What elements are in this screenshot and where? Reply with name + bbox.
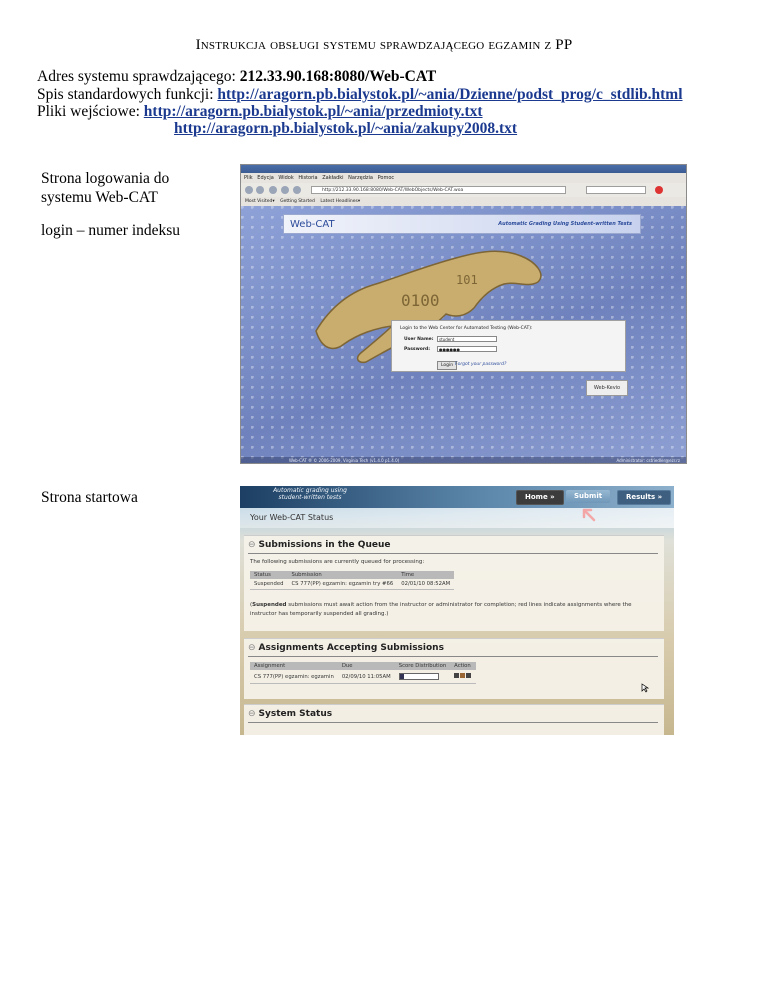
home-icon[interactable] — [293, 186, 301, 194]
footer-admin: Administrator: cstriedler@ezr.rz — [616, 458, 680, 463]
webcat-tagline: Automatic Grading Using Student-written Tests — [498, 221, 632, 227]
table-row — [250, 579, 454, 590]
functions-line — [37, 86, 683, 104]
reload-icon[interactable] — [269, 186, 277, 194]
menu-item[interactable]: Pomoc — [377, 175, 395, 181]
login-screenshot — [240, 164, 687, 464]
menu-item[interactable]: Plik — [244, 175, 253, 181]
column-header: Time — [397, 571, 454, 579]
password-label: Password: — [404, 347, 431, 352]
address-value: 212.33.90.168:8080/Web-CAT — [239, 68, 437, 85]
input-file-link-1[interactable]: http://aragorn.pb.bialystok.pl/~ania/przedmioty.txt — [143, 103, 483, 120]
webkevio-badge: Web-Kevio — [586, 380, 628, 396]
stop-icon[interactable] — [281, 186, 289, 194]
column-header: Status — [250, 571, 287, 579]
url-bar[interactable]: http://212.33.90.168:8080/Web-CAT/WebObjects/Web-CAT.woa — [311, 186, 566, 194]
queue-note-bold: Suspended — [252, 602, 287, 608]
queue-table — [250, 571, 454, 590]
system-status-panel — [244, 704, 664, 735]
browser-toolbar — [241, 183, 686, 198]
queue-submission[interactable]: CS 777(PP) egzamin: egzamin try #66 — [287, 579, 397, 590]
queue-panel — [244, 535, 664, 631]
login-form — [391, 320, 626, 372]
bookmark-item[interactable]: Latest Headlines▾ — [320, 199, 361, 204]
queue-note: (Suspended submissions must await action from the instructor or administrator for completion; red lines indicate assignments where the — [250, 602, 632, 608]
input-file-link-2[interactable]: http://aragorn.pb.bialystok.pl/~ania/zakupy2008.txt — [174, 120, 518, 137]
top-banner — [240, 486, 674, 508]
caption-login-hint: login – numer indeksu — [41, 222, 181, 239]
login-button[interactable]: Login — [437, 361, 457, 370]
queue-time: 02/01/10 08:52AM — [397, 579, 454, 590]
queue-status: Suspended — [250, 579, 287, 590]
address-line — [37, 68, 436, 86]
bookmarks-bar — [241, 197, 686, 206]
bookmark-item[interactable]: Most Visited▾ — [245, 199, 275, 204]
assignments-title[interactable] — [248, 643, 444, 653]
menu-item[interactable]: Narzędzia — [348, 175, 373, 181]
webcat-login-page — [241, 206, 686, 464]
status-heading — [240, 508, 674, 528]
webcat-banner — [283, 214, 641, 234]
assignment-due: 02/09/10 11:05AM — [338, 670, 395, 684]
mouse-cursor-icon — [641, 683, 649, 693]
system-status-title-text: System Status — [258, 709, 333, 719]
collapse-icon[interactable]: ⊖ — [248, 643, 256, 653]
upload-icon[interactable] — [454, 672, 472, 679]
collapse-icon[interactable]: ⊖ — [248, 709, 256, 719]
queue-title-text: Submissions in the Queue — [258, 540, 391, 550]
assignments-title-text: Assignments Accepting Submissions — [258, 643, 444, 653]
score-bar-fill — [400, 674, 404, 679]
system-status-title[interactable] — [248, 709, 332, 719]
functions-link[interactable]: http://aragorn.pb.bialystok.pl/~ania/Dzienne/podst_prog/c_stdlib.html — [217, 86, 683, 103]
collapse-icon[interactable]: ⊖ — [248, 540, 256, 550]
username-label: User Name: — [404, 337, 434, 342]
back-icon[interactable] — [245, 186, 253, 194]
input-files-label: Pliki wejściowe: — [37, 103, 144, 120]
start-page-screenshot — [240, 486, 674, 735]
table-row — [250, 670, 476, 684]
results-button[interactable]: Results » — [617, 490, 671, 505]
stop-sign-icon — [655, 186, 663, 194]
menu-item[interactable]: Historia — [298, 175, 318, 181]
document-title: Instrukcja obsługi systemu sprawdzającego egzamin z PP — [195, 37, 573, 53]
queue-title[interactable] — [248, 540, 390, 550]
browser-menu-bar — [241, 173, 686, 183]
footer-copyright: Web-CAT ® © 2006-2009, Virginia Tech (v1.4.0 p1.4.0) — [289, 458, 400, 463]
banner-tagline: Automatic grading using student-written tests — [273, 487, 347, 501]
functions-label: Spis standardowych funkcji: — [37, 86, 218, 103]
svg-text:101: 101 — [456, 273, 478, 287]
column-header: Submission — [287, 571, 397, 579]
browser-title-bar — [241, 165, 686, 173]
bookmark-item[interactable]: Getting Started — [280, 199, 315, 204]
divider — [248, 553, 658, 554]
assignments-panel — [244, 638, 664, 699]
menu-item[interactable]: Edycja — [257, 175, 274, 181]
score-distribution — [395, 670, 450, 684]
menu-item[interactable]: Zakładki — [322, 175, 344, 181]
divider — [248, 656, 658, 657]
divider — [248, 722, 658, 723]
assignments-table — [250, 662, 476, 684]
caption-start-page: Strona startowa — [41, 489, 138, 506]
username-input[interactable]: student — [437, 336, 497, 342]
queue-intro: The following submissions are currently queued for processing: — [250, 559, 425, 565]
login-intro: Login to the Web Center for Automated Testing (Web-CAT): — [400, 326, 533, 331]
submit-button[interactable]: Submit — [566, 490, 610, 503]
assignment-name[interactable]: CS 777(PP) egzamin: egzamin — [250, 670, 338, 684]
column-header: Due — [338, 662, 395, 670]
caption-login-page: Strona logowania do systemu Web-CAT — [41, 170, 170, 206]
input-files-line-2 — [174, 120, 517, 138]
page-footer — [241, 457, 686, 464]
menu-item[interactable]: Widok — [278, 175, 294, 181]
queue-note-text: submissions must await action from the instructor or administrator for completion; red lines indicate assignments where the — [286, 602, 632, 608]
home-button[interactable]: Home » — [516, 490, 564, 505]
column-header: Assignment — [250, 662, 338, 670]
address-label: Adres systemu sprawdzającego: — [37, 68, 240, 85]
column-header: Score Distribution — [395, 662, 450, 670]
status-title: Your Web-CAT Status — [250, 513, 334, 522]
forgot-password-link[interactable]: Forgot your password? — [455, 362, 507, 367]
score-bar — [399, 673, 439, 680]
webcat-logo: Web-CAT — [290, 219, 335, 230]
search-input[interactable] — [586, 186, 646, 194]
column-header: Action — [450, 662, 476, 670]
input-files-line — [37, 103, 483, 121]
svg-text:0100: 0100 — [401, 291, 440, 310]
queue-note-line2: instructor has temporarily suspended all grading.) — [250, 611, 389, 617]
action-icons[interactable] — [450, 670, 476, 684]
forward-icon[interactable] — [256, 186, 264, 194]
password-input[interactable]: ●●●●●● — [437, 346, 497, 352]
